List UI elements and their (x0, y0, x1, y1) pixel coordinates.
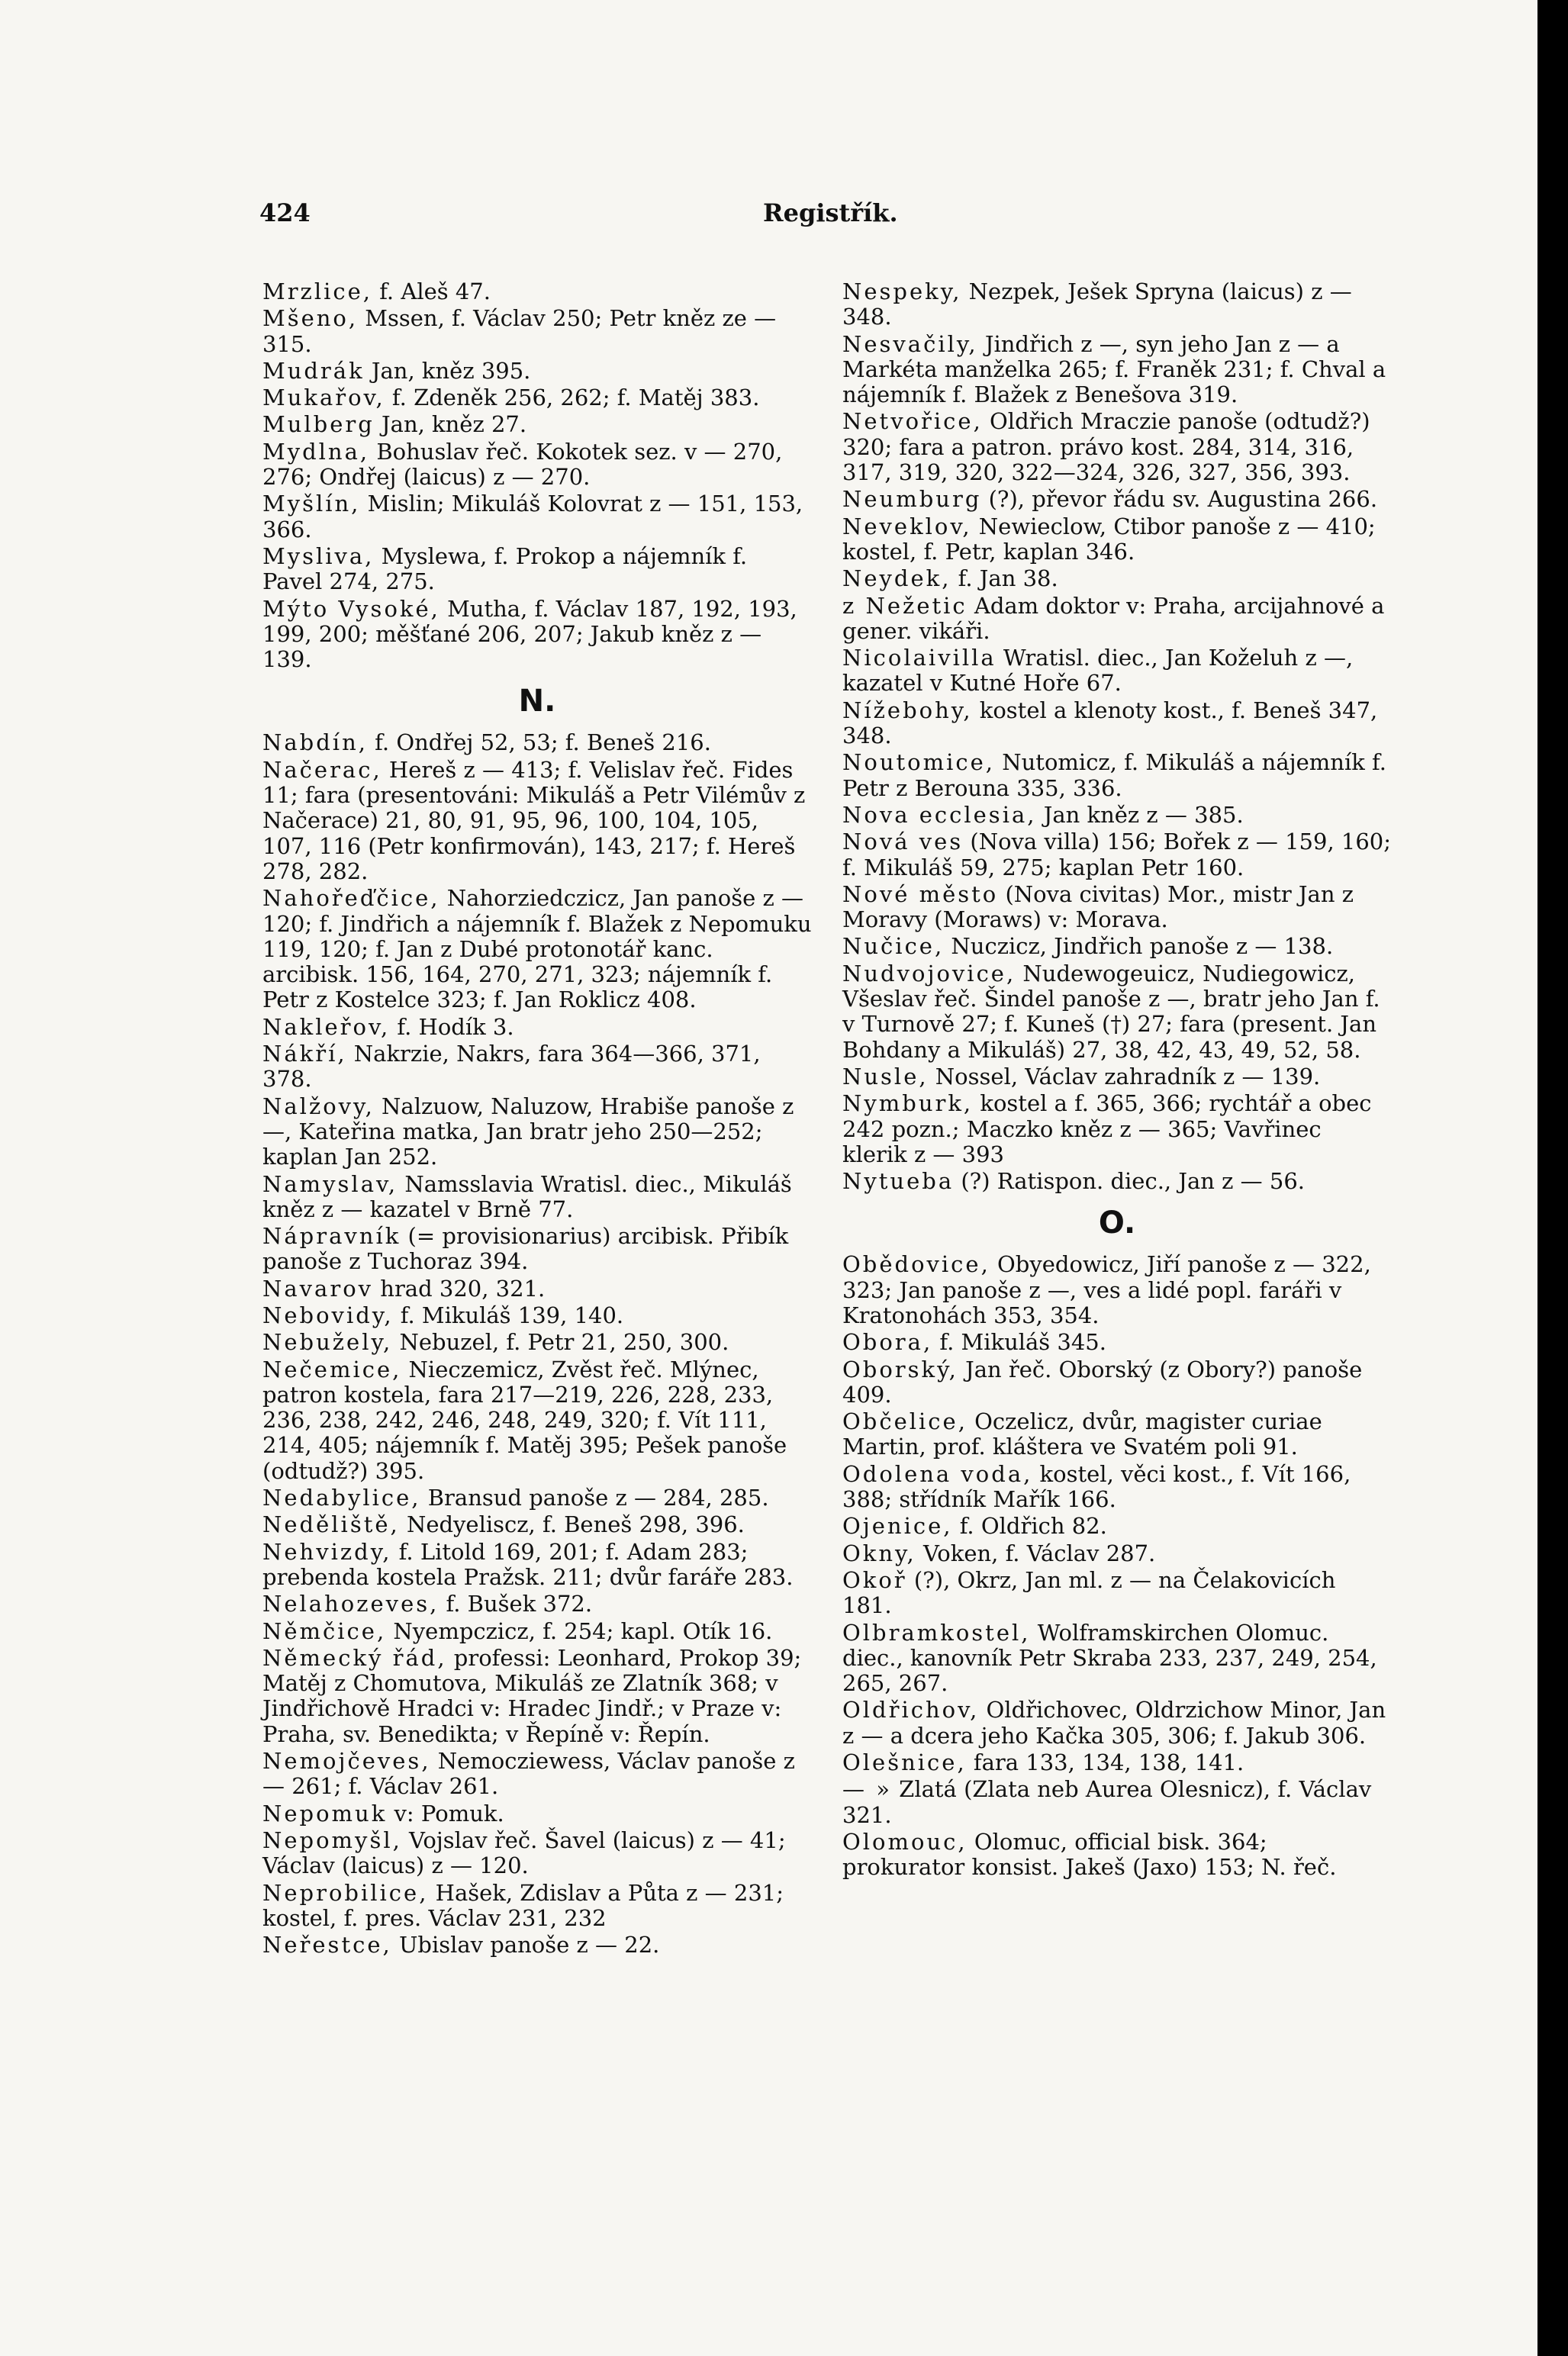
entry-text: f. Mikuláš 345. (932, 1329, 1106, 1356)
entry-text: Nemocziewess, Václav panoše z — 261; f. Václav 261. (262, 1748, 795, 1800)
entry-headword: Nahořeďčice, (262, 885, 440, 912)
entry-headword: Nebužely, (262, 1329, 393, 1356)
entry-text: Jan řeč. Oborský (z Obory?) panoše 409. (842, 1356, 1363, 1408)
index-entry (842, 332, 1392, 408)
entry-headword: — » (842, 1776, 892, 1803)
entry-headword: Nakleřov, (262, 1013, 391, 1040)
index-entry (262, 597, 812, 673)
entry-text: Adam doktor v: Praha, arcijahnové a gener. vikáři. (842, 592, 1385, 644)
entry-text: Namsslavia Wratisl. diec., Mikuláš kněz z — kazatel v Brně 77. (262, 1170, 792, 1222)
entry-headword: Německý řád, (262, 1644, 447, 1671)
entry-headword: Nebovidy, (262, 1302, 394, 1328)
entry-headword: z Nežetic (842, 592, 968, 619)
entry-text: (Nova civitas) Mor., mistr Jan z Moravy (Moraws) v: Morava. (842, 880, 1354, 933)
entry-headword: Němčice, (262, 1617, 387, 1644)
index-entry (262, 1801, 812, 1827)
index-entry (262, 412, 812, 437)
index-entry (842, 566, 1392, 591)
entry-headword: Obědovice, (842, 1251, 990, 1278)
left-column (262, 279, 812, 1959)
index-entry (842, 961, 1392, 1063)
entry-text: professi: Leonhard, Prokop 39; Matěj z Chomutova, Mikuláš ze Zlatník 368; v Jindřichově Hradci v: Hradec Jindř.; v Praze v: Praha, sv. Benedikta; v Řepíně v: Řepín. (262, 1644, 802, 1747)
entry-headword: Olomouc, (842, 1828, 968, 1855)
right-entries-n (842, 279, 1392, 1194)
index-entry (842, 1541, 1392, 1566)
entry-headword: Občelice, (842, 1408, 968, 1435)
entry-headword: Navarov (262, 1275, 374, 1302)
index-entry (842, 1621, 1392, 1697)
entry-headword: Nusle, (842, 1063, 929, 1089)
entry-text: Nyempczicz, f. 254; kapl. Otík 16. (386, 1617, 773, 1644)
index-entry (262, 886, 812, 1012)
entry-text: Olomuc, official bisk. 364; prokurator konsist. Jakeš (Jaxo) 153; N. řeč. (842, 1828, 1337, 1881)
index-entry (842, 1462, 1392, 1513)
entry-headword: Mysliva, (262, 542, 375, 569)
entry-text: Jan kněz z — 385. (1036, 801, 1244, 828)
entry-text: Nudewogeuicz, Nudiegowicz, Všeslav řeč. Šindel panoše z —, bratr jeho Jan f. v Turnově 27; f. Kuneš (†) 27; fara (present. Jan Bohdany a Mikuláš) 27, 38, 42, 43, 49, 52, 58. (842, 960, 1380, 1063)
entry-headword: Odolena voda, (842, 1460, 1033, 1487)
index-entry (262, 1485, 812, 1511)
entry-headword: Nelahozeves, (262, 1591, 439, 1617)
entry-text: f. Zdeněk 256, 262; f. Matěj 383. (385, 385, 760, 411)
entry-headword: Nučice, (842, 933, 945, 960)
entry-text: Jindřich z —, syn jeho Jan z — a Markéta manželka 265; f. Franěk 231; f. Chval a nájemník f. Blažek z Benešova 319. (842, 330, 1386, 408)
entry-text: f. Jan 38. (951, 565, 1058, 592)
index-entry (262, 279, 812, 304)
right-entries-o (842, 1252, 1392, 1880)
entry-text: kostel, věci kost., f. Vít 166, 388; střídník Mařík 166. (842, 1460, 1351, 1513)
entry-text: Obyedowicz, Jiří panoše z — 322, 323; Jan panoše z —, ves a lidé popl. faráři v Kratonohách 353, 354. (842, 1251, 1371, 1328)
entry-text: fara 133, 134, 138, 141. (966, 1749, 1244, 1776)
index-entry (842, 645, 1392, 697)
left-entries-m (262, 279, 812, 672)
left-entries-n (262, 730, 812, 1958)
entry-text: Wratisl. diec., Jan Koželuh z —, kazatel v Kutné Hoře 67. (842, 645, 1354, 697)
index-entry (262, 1224, 812, 1275)
entry-headword: Noutomice, (842, 749, 996, 776)
index-entry (262, 1933, 812, 1958)
entry-text: (?) Ratispon. diec., Jan z — 56. (954, 1168, 1306, 1195)
entry-headword: Okny, (842, 1540, 916, 1566)
index-entry (842, 698, 1392, 749)
entry-text: Newieclow, Ctibor panoše z — 410; kostel, f. Petr, kaplan 346. (842, 513, 1376, 565)
page-header (259, 198, 1343, 229)
index-entry (842, 487, 1392, 512)
index-entry (262, 1172, 812, 1223)
entry-text: Jan, kněz 395. (364, 357, 531, 384)
index-entry (842, 882, 1392, 933)
entry-text: Oldřich Mraczie panoše (odtudž?) 320; fara a patron. právo kost. 284, 314, 316, 317, 319, 320, 322—324, 326, 327, 356, 393. (842, 408, 1370, 486)
index-entry (262, 1015, 812, 1040)
entry-headword: Okoř (842, 1566, 907, 1593)
index-entry (842, 1330, 1392, 1355)
right-column (842, 279, 1392, 1882)
entry-text: f. Mikuláš 139, 140. (393, 1302, 624, 1328)
entry-text: Nuczicz, Jindřich panoše z — 138. (944, 933, 1334, 960)
entry-text: Nieczemicz, Zvěst řeč. Mlýnec, patron kostela, fara 217—219, 226, 228, 233, 236, 238, 242, 246, 248, 249, 320; f. Vít 111, 214, 405; nájemník f. Matěj 395; Pešek panoše (odtudž?) 395. (262, 1356, 787, 1484)
entry-headword: Nepomyšl, (262, 1827, 402, 1853)
entry-headword: Mudrák (262, 357, 365, 384)
entry-headword: Nepomuk (262, 1800, 388, 1827)
entry-text: kostel a f. 365, 366; rychtář a obec 242 pozn.; Maczko kněz z — 365; Vavřinec klerik z — 393 (842, 1090, 1372, 1167)
entry-text: Jan, kněz 27. (374, 411, 527, 438)
index-entry (262, 1276, 812, 1302)
index-entry (262, 1330, 812, 1355)
index-entry (842, 409, 1392, 485)
index-entry (842, 1409, 1392, 1460)
entry-headword: Neděliště, (262, 1511, 400, 1538)
index-entry (262, 758, 812, 884)
index-entry (842, 594, 1392, 645)
index-entry (262, 359, 812, 384)
entry-headword: Neumburg (842, 486, 982, 513)
entry-headword: Nalžovy, (262, 1093, 375, 1119)
index-entry (262, 1881, 812, 1932)
index-entry (842, 934, 1392, 959)
entry-text: (?), převor řádu sv. Augustina 266. (981, 486, 1378, 513)
entry-headword: Ojenice, (842, 1513, 953, 1540)
entry-headword: Načerac, (262, 756, 382, 783)
entry-text: f. Bušek 372. (439, 1591, 593, 1617)
entry-text: Nahorziedczicz, Jan panoše z — 120; f. Jindřich a nájemník f. Blažek z Nepomuku 119, 120; f. Jan z Dubé protonotář kanc. arcibisk. 156, 164, 270, 271, 323; nájemník f. Petr z Kostelce 323; f. Jan Roklicz 408. (262, 885, 812, 1013)
entry-text: Zlatá (Zlata neb Aurea Olesnicz), f. Václav 321. (842, 1776, 1372, 1828)
entry-text: (= provisionarius) arcibisk. Přibík panoše z Tuchoraz 394. (262, 1223, 789, 1275)
index-entry (842, 1830, 1392, 1881)
index-entry (842, 1777, 1392, 1828)
entry-headword: Mukařov, (262, 385, 385, 411)
index-entry (262, 439, 812, 491)
entry-headword: Nabdín, (262, 729, 368, 756)
entry-headword: Nesvačily, (842, 330, 978, 357)
index-entry (262, 1828, 812, 1879)
entry-headword: Nečemice, (262, 1356, 402, 1382)
index-entry (262, 1094, 812, 1170)
index-entry (842, 803, 1392, 828)
index-entry (842, 1064, 1392, 1089)
index-entry (262, 1303, 812, 1328)
entry-headword: Olbramkostel, (842, 1619, 1031, 1646)
entry-text: f. Oldřich 82. (952, 1513, 1107, 1540)
index-entry (842, 1750, 1392, 1775)
index-entry (262, 306, 812, 357)
entry-text: Nezpek, Ješek Spryna (laicus) z — 348. (842, 278, 1352, 330)
index-entry (262, 1619, 812, 1644)
entry-text: Nalzuow, Naluzow, Hrabiše panoše z —, Kateřina matka, Jan bratr jeho 250—252; kaplan Jan 252. (262, 1093, 794, 1170)
entry-text: Nutomicz, f. Mikuláš a nájemník f. Petr z Berouna 335, 336. (842, 749, 1386, 801)
entry-headword: Olešnice, (842, 1749, 967, 1776)
entry-headword: Obora, (842, 1329, 933, 1356)
index-entry (842, 750, 1392, 801)
entry-headword: Myšlín, (262, 491, 361, 517)
entry-text: Myslewa, f. Prokop a nájemník f. Pavel 274, 275. (262, 542, 748, 595)
entry-headword: Neřestce, (262, 1932, 392, 1959)
index-entry (842, 279, 1392, 330)
entry-headword: Nedabylice, (262, 1485, 421, 1511)
index-entry (842, 514, 1392, 565)
entry-text: Hereš z — 413; f. Velislav řeč. Fides 11; fara (presentováni: Mikuláš a Petr Vilémův z Načerace) 21, 80, 91, 95, 96, 100, 104, 105, 107, 116 (Petr konfirmován), 143, 217; f. Hereš 278, 282. (262, 756, 806, 884)
entry-text: Bransud panoše z — 284, 285. (420, 1485, 769, 1511)
entry-text: f. Ondřej 52, 53; f. Beneš 216. (367, 729, 711, 756)
entry-text: hrad 320, 321. (373, 1275, 546, 1302)
entry-headword: Mšeno, (262, 305, 359, 332)
entry-text: Bohuslav řeč. Kokotek sez. v — 270, 276; Ondřej (laicus) z — 270. (262, 438, 783, 491)
entry-text: v: Pomuk. (387, 1800, 504, 1827)
entry-headword: Mrzlice, (262, 278, 373, 304)
index-entry (842, 1169, 1392, 1194)
entry-text: Mutha, f. Václav 187, 192, 193, 199, 200; měšťané 206, 207; Jakub kněz z — 139. (262, 595, 797, 673)
entry-text: Nakrzie, Nakrs, fara 364—366, 371, 378. (262, 1041, 761, 1093)
entry-text: (?), Okrz, Jan ml. z — na Čelakovicích 181. (842, 1566, 1336, 1619)
entry-text: Oczelicz, dvůr, magister curiae Martin, prof. kláštera ve Svatém poli 91. (842, 1408, 1322, 1460)
index-entry (262, 1646, 812, 1747)
index-entry (262, 1592, 812, 1617)
entry-text: Nedyeliscz, f. Beneš 298, 396. (399, 1511, 745, 1538)
entry-headword: Nespeky, (842, 278, 962, 304)
entry-text: f. Aleš 47. (372, 278, 491, 304)
index-entry (842, 1091, 1392, 1167)
entry-text: Ubislav panoše z — 22. (391, 1932, 660, 1959)
entry-headword: Mydlna, (262, 438, 370, 465)
entry-text: Nebuzel, f. Petr 21, 250, 300. (392, 1329, 729, 1356)
index-entry (262, 1540, 812, 1591)
index-entry (842, 1568, 1392, 1619)
section-letter-o: O. (1098, 1205, 1136, 1241)
entry-headword: Nymburk, (842, 1090, 974, 1117)
index-entry (842, 1252, 1392, 1328)
index-entry (842, 1698, 1392, 1749)
entry-headword: Nemojčeves, (262, 1748, 431, 1775)
entry-headword: Nížebohy, (842, 697, 973, 723)
index-entry (842, 1514, 1392, 1539)
index-entry (262, 730, 812, 755)
entry-headword: Nápravník (262, 1223, 401, 1250)
entry-text: Voken, f. Václav 287. (916, 1540, 1156, 1566)
entry-headword: Namyslav, (262, 1170, 398, 1197)
section-letter-n: N. (518, 684, 556, 719)
page-number: 424 (259, 198, 311, 227)
index-entry (262, 544, 812, 595)
entry-headword: Nová ves (842, 829, 964, 855)
entry-text: Wolframskirchen Olomuc. diec., kanovník Petr Skraba 233, 237, 249, 254, 265, 267. (842, 1619, 1377, 1697)
entry-headword: Netvořice, (842, 408, 983, 435)
entry-text: Vojslav řeč. Šavel (laicus) z — 41; Václav (laicus) z — 120. (262, 1827, 786, 1879)
entry-text: f. Hodík 3. (390, 1013, 514, 1040)
entry-headword: Nova ecclesia, (842, 801, 1037, 828)
entry-headword: Nové město (842, 880, 999, 907)
entry-headword: Neveklov, (842, 513, 972, 539)
index-entry (262, 385, 812, 410)
entry-headword: Nehvizdy, (262, 1538, 392, 1565)
entry-headword: Oldřichov, (842, 1697, 980, 1724)
entry-text: Oldřichovec, Oldrzichow Minor, Jan z — a dcera jeho Kačka 305, 306; f. Jakub 306. (842, 1697, 1386, 1749)
entry-text: Mislin; Mikuláš Kolovrat z — 151, 153, 366. (262, 491, 803, 542)
entry-headword: Oborský, (842, 1356, 958, 1382)
entry-headword: Mulberg (262, 411, 375, 438)
entry-text: kostel a klenoty kost., f. Beneš 347, 348. (842, 697, 1378, 749)
entry-text: Nossel, Václav zahradník z — 139. (928, 1063, 1321, 1089)
index-entry (262, 1357, 812, 1484)
running-title: Registřík. (763, 198, 898, 227)
entry-headword: Nudvojovice, (842, 960, 1016, 986)
entry-headword: Neydek, (842, 565, 951, 592)
index-entry (262, 491, 812, 542)
entry-headword: Mýto Vysoké, (262, 595, 440, 622)
index-entry (262, 1749, 812, 1800)
index-entry (842, 1357, 1392, 1408)
entry-headword: Neprobilice, (262, 1879, 429, 1906)
entry-headword: Nicolaivilla (842, 645, 997, 671)
entry-text: (Nova villa) 156; Bořek z — 159, 160; f. Mikuláš 59, 275; kaplan Petr 160. (842, 829, 1391, 880)
entry-headword: Nákří, (262, 1041, 347, 1067)
entry-text: Mssen, f. Václav 250; Petr kněz ze — 315. (262, 305, 777, 357)
entry-text: Hašek, Zdislav a Půta z — 231; kostel, f. pres. Václav 231, 232 (262, 1879, 784, 1931)
index-entry (262, 1512, 812, 1537)
index-entry (262, 1041, 812, 1093)
entry-headword: Nytueba (842, 1168, 955, 1195)
index-entry (842, 829, 1392, 880)
entry-text: f. Litold 169, 201; f. Adam 283; prebenda kostela Pražsk. 211; dvůr faráře 283. (262, 1538, 794, 1590)
